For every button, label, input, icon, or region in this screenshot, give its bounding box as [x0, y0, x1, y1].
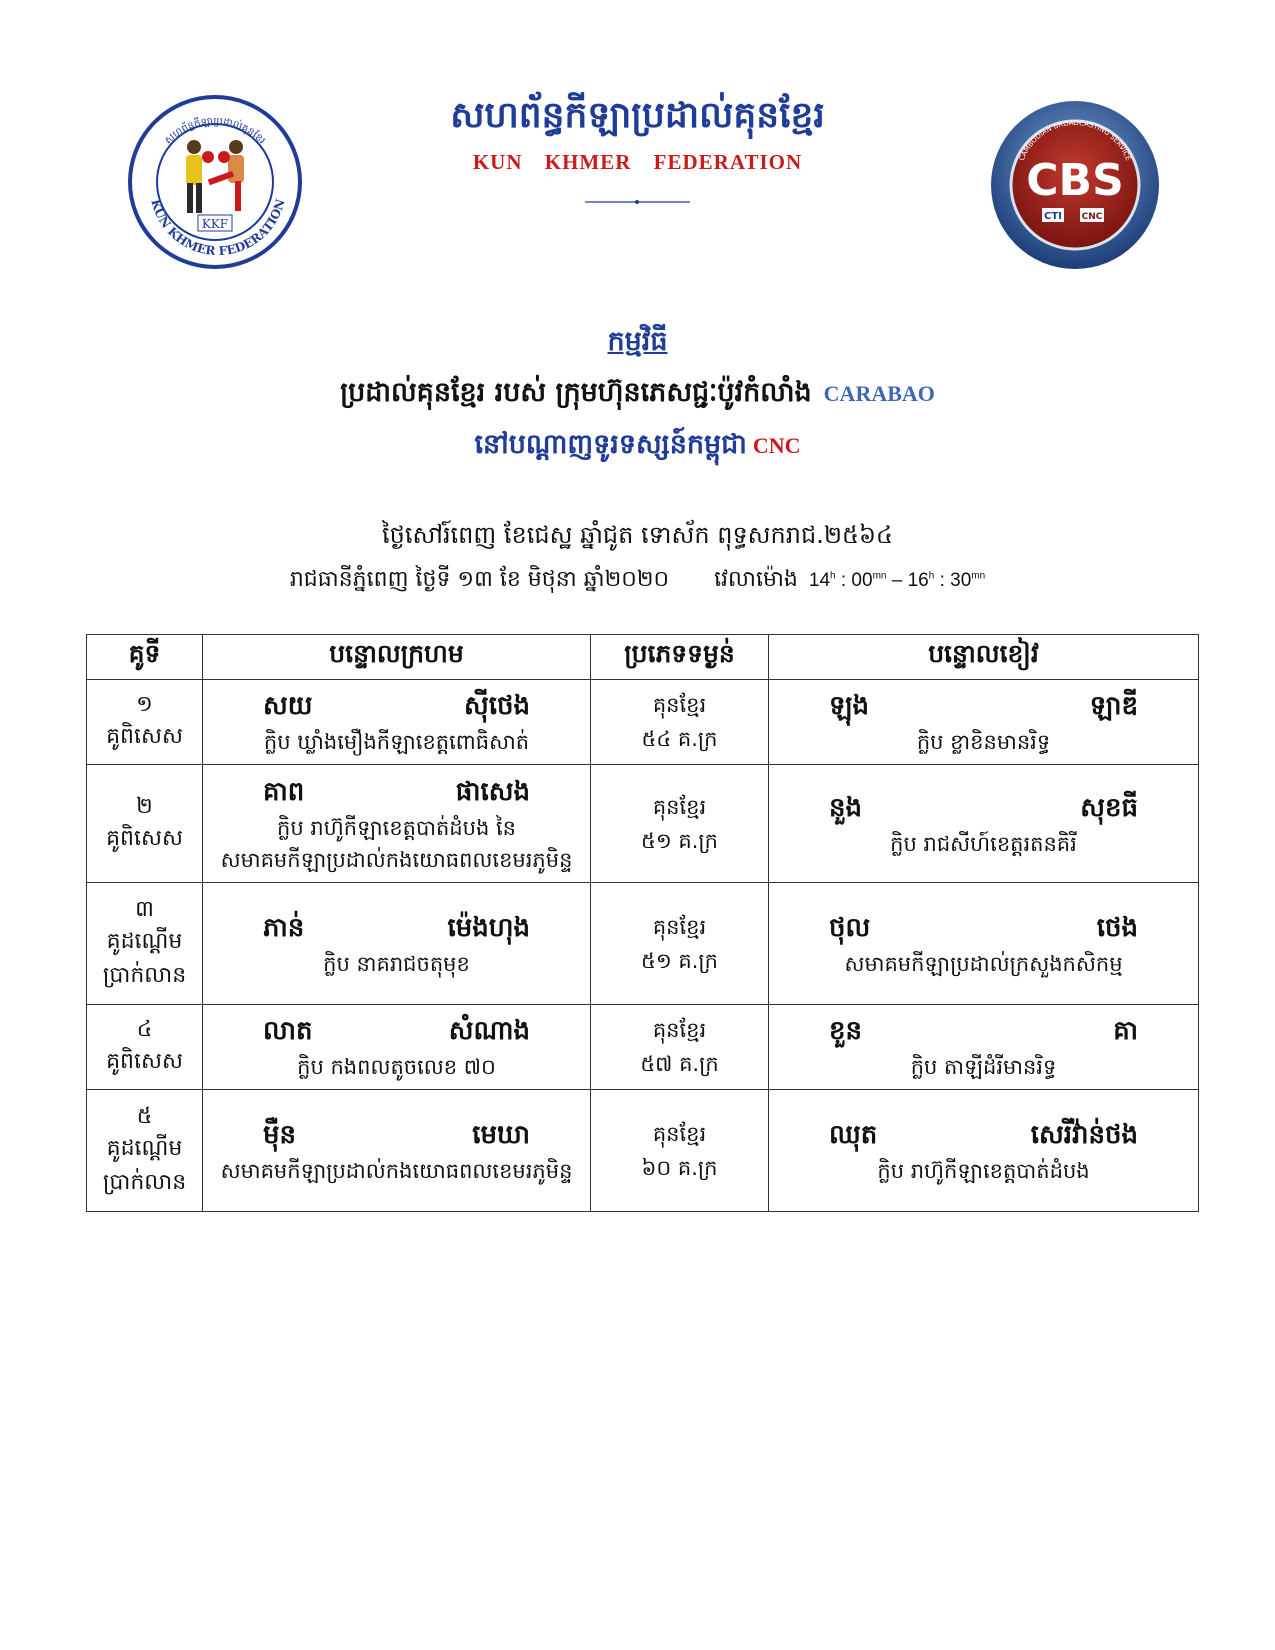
- blue-fighter-name: នួង សុខធី: [829, 792, 1138, 823]
- red-fighter-club: ក្លិប នាគរាជចតុមុខ: [323, 951, 470, 976]
- bout-weight: ៦០ គ.ក្រ: [641, 1155, 718, 1180]
- bout-category: គុនខ្មែរ: [652, 1121, 707, 1146]
- bout-category: គុនខ្មែរ: [652, 1018, 707, 1042]
- blue-fighter-club: ក្លិប ខ្លាខិនមានរិទ្ធ: [916, 730, 1051, 754]
- red-fighter-name: លាត សំណាង: [263, 1016, 530, 1046]
- venue-text: នៅបណ្តាញទូរទស្សន៍កម្ពុជា: [474, 429, 747, 460]
- bout-cell: [87, 765, 203, 883]
- blue-fighter-club: ក្លិប តាឡីដំរីមានរិទ្ធ: [910, 1055, 1057, 1079]
- blue-fighter-name: ឡុង ឡាឌី: [829, 691, 1138, 721]
- time-range: 14$^h$ : $00^{mn} - 16^h$ : $30^{mn}$: [808, 570, 986, 591]
- blue-corner-cell: [769, 883, 1199, 1005]
- table-header-row: [87, 635, 1199, 680]
- kkf-top-text: សហព័ន្ធកីឡាប្រដាល់គុនខ្មែរ: [162, 116, 268, 147]
- bout-number: ៥: [136, 1103, 153, 1129]
- red-fighter-club: ក្លិប រាហ៊ូកីឡាខេត្តបាត់ដំបង នៃ: [277, 815, 516, 840]
- bout-category: គុនខ្មែរ: [652, 794, 707, 819]
- red-corner-cell: [203, 1005, 591, 1090]
- blue-fighter-club: ក្លិប រាជសីហ៍ខេត្តរតនគិរី: [890, 831, 1077, 856]
- red-fighter-name: គាព ផាសេង: [263, 776, 530, 807]
- cbs-logo: [990, 100, 1160, 270]
- bout-number: ២: [136, 793, 153, 819]
- red-corner-cell: [203, 765, 591, 883]
- red-corner-cell: [203, 883, 591, 1005]
- blue-corner-cell: [769, 680, 1199, 765]
- bout-weight: ៥៧ គ.ក្រ: [640, 1052, 719, 1076]
- blue-corner-cell: [769, 1005, 1199, 1090]
- bout-cell: [87, 1090, 203, 1212]
- cbs-ring-text: CAMBODIAN BROADCASTING SERVICE: [1017, 118, 1133, 162]
- kkf-monogram: KKF: [201, 217, 229, 231]
- date-line: [0, 565, 1275, 597]
- event-text: ប្រដាល់គុនខ្មែរ របស់ ក្រុមហ៊ុនភេសជ្ជៈប៉ូវកំលាំង: [340, 377, 812, 408]
- bout-cell: [87, 1005, 203, 1090]
- header-blue-corner: បន្ទោលខៀវ: [769, 635, 1199, 680]
- bout-type-2: ប្រាក់លាន: [102, 1169, 187, 1195]
- header-red-corner: បន្ទោលក្រហម: [203, 635, 591, 680]
- bout-type: គូដណ្តើម: [106, 928, 183, 954]
- red-fighter-club: ក្លិប កងពលតូចលេខ ៧០: [297, 1055, 496, 1079]
- bout-cell: [87, 883, 203, 1005]
- bout-weight: ៥១ គ.ក្រ: [640, 948, 719, 973]
- bout-type: គូពិសេស: [106, 1049, 183, 1074]
- bout-category: គុនខ្មែរ: [652, 914, 707, 939]
- blue-fighter-name: ឈុត សេរីវ៉ាន់ថង: [829, 1119, 1138, 1150]
- red-fighter-name: ភាន់ ម៉េងហុង: [263, 912, 530, 943]
- weight-cell: [591, 1005, 769, 1090]
- blue-corner-cell: [769, 1090, 1199, 1212]
- bout-number: ៣: [135, 896, 154, 922]
- weight-cell: [591, 883, 769, 1005]
- program-title: កម្មវិធី: [607, 326, 668, 357]
- table-row: [87, 1090, 1199, 1212]
- kkf-ring-text: KUN KHMER FEDERATION: [148, 197, 288, 259]
- blue-corner-cell: [769, 765, 1199, 883]
- bout-weight: ៥៤ គ.ក្រ: [641, 727, 718, 751]
- table-row: [87, 883, 1199, 1005]
- sponsor-name: CARABAO: [823, 381, 935, 406]
- red-fighter-name: ម៉ឺន មេឃា: [263, 1119, 530, 1150]
- bout-category: គុនខ្មែរ: [652, 693, 707, 717]
- header-bout: គូទី: [87, 635, 203, 680]
- red-fighter-name: សយ ស៊ីថេង: [263, 691, 530, 721]
- blue-fighter-club: ក្លិប រាហ៊ូកីឡាខេត្តបាត់ដំបង: [877, 1158, 1090, 1183]
- table-row: [87, 1005, 1199, 1090]
- kkf-logo: [128, 95, 303, 270]
- blue-fighter-name: ថុល ថេង: [829, 912, 1138, 943]
- red-corner-cell: [203, 680, 591, 765]
- red-fighter-club: សមាគមកីឡាប្រដាល់កងយោធពលខេមរភូមិន្ទ: [220, 1158, 573, 1183]
- bout-type: គូពិសេស: [106, 825, 183, 851]
- venue-line: [0, 428, 1275, 467]
- red-fighter-club-2: សមាគមកីឡាប្រដាល់កងយោធពលខេមរភូមិន្ទ: [220, 847, 573, 872]
- federation-title-kh: សហព័ន្ធកីឡាប្រដាល់គុនខ្មែរ: [450, 94, 825, 136]
- weight-cell: [591, 765, 769, 883]
- bout-weight: ៥១ គ.ក្រ: [640, 828, 719, 853]
- date-lunar: ថ្ងៃសៅរ៍ពេញ ខែជេស្ឋ ឆ្នាំជូត ទោស័ក ពុទ្ធសករាជ.២៥៦៤: [382, 521, 893, 549]
- time-label: វេលាម៉ោង: [714, 567, 798, 592]
- bout-type: គូពិសេស: [106, 724, 183, 749]
- channel-name: CNC: [752, 433, 801, 458]
- weight-cell: [591, 1090, 769, 1212]
- cbs-sub1: CTI: [1044, 211, 1062, 222]
- bout-number: ១: [136, 692, 153, 717]
- blue-fighter-name: ខួន គា: [829, 1016, 1138, 1046]
- event-line: [0, 376, 1275, 415]
- date-city: រាជធានីភ្នំពេញ ថ្ងៃទី ១៣ ខែ មិថុនា ឆ្នាំ២០២០: [289, 567, 670, 592]
- header-weight-class: ប្រភេទទម្ងន់: [591, 635, 769, 680]
- divider-ornament: [585, 199, 690, 205]
- table-row: [87, 765, 1199, 883]
- blue-fighter-club: សមាគមកីឡាប្រដាល់ក្រសួងកសិកម្ម: [844, 951, 1123, 976]
- cbs-sub2: CNC: [1081, 212, 1103, 222]
- cbs-main-text: CBS: [1026, 155, 1124, 206]
- weight-cell: [591, 680, 769, 765]
- bout-cell: [87, 680, 203, 765]
- bout-number: ៤: [136, 1017, 153, 1042]
- red-corner-cell: [203, 1090, 591, 1212]
- fight-card-table: [86, 634, 1199, 1212]
- red-fighter-club: ក្លិប ឃ្លាំងមឿងកីឡាខេត្តពោធិសាត់: [263, 730, 530, 754]
- table-row: [87, 680, 1199, 765]
- bout-type: គូដណ្តើម: [106, 1135, 183, 1161]
- bout-type-2: ប្រាក់លាន: [102, 962, 187, 988]
- federation-title-en: KUN KHMER FEDERATION: [472, 150, 803, 174]
